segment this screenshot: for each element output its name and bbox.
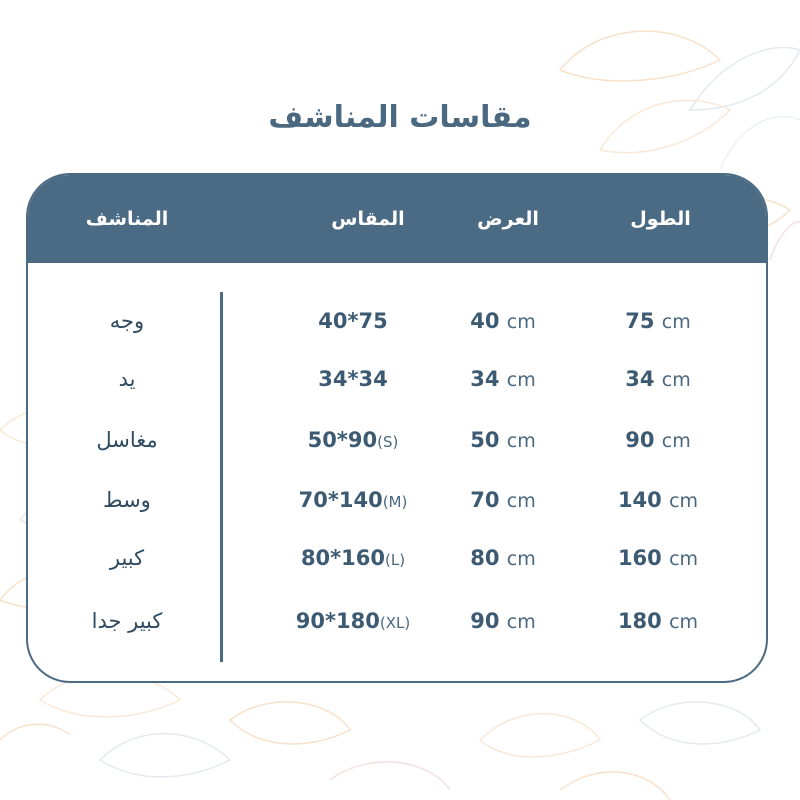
table-header (28, 175, 766, 263)
row-3-width-value: 70 (470, 488, 500, 512)
row-5-size (268, 606, 438, 636)
row-3-length (588, 485, 728, 515)
row-0-width-unit: cm (506, 311, 536, 333)
row-5-width-unit: cm (506, 611, 536, 633)
row-2-length-unit: cm (661, 430, 691, 452)
row-0-length-unit: cm (661, 311, 691, 333)
row-4-length-value: 160 (617, 546, 662, 570)
row-1-towel: يد (118, 367, 136, 391)
row-2-size (268, 425, 438, 455)
row-1-width-unit: cm (506, 369, 536, 391)
row-5-length-unit: cm (669, 611, 699, 633)
row-5-towel: كبير جدا (91, 609, 163, 633)
row-2-size-tag: (S) (377, 433, 399, 451)
header-length: الطول (630, 208, 691, 230)
row-5-size-tag: (XL) (379, 614, 411, 632)
row-3-width (438, 485, 568, 515)
column-divider (220, 292, 223, 662)
row-5-length (588, 606, 728, 636)
row-3-length-value: 140 (617, 488, 662, 512)
row-2-length-value: 90 (625, 428, 655, 452)
row-4-size (268, 543, 438, 573)
row-4-length-unit: cm (669, 548, 699, 570)
row-3-size (268, 485, 438, 515)
row-0-size (268, 306, 438, 336)
row-5-length-value: 180 (617, 609, 662, 633)
row-0-width-value: 40 (470, 309, 500, 333)
header-size: المقاس (331, 208, 405, 230)
row-1-length-value: 34 (625, 367, 655, 391)
row-1-size (268, 364, 438, 394)
header-towel: المناشف (85, 208, 169, 230)
row-3-size-tag: (M) (382, 493, 408, 511)
row-0-size-value: 40*75 (318, 309, 388, 333)
row-1-length-unit: cm (661, 369, 691, 391)
row-1-length (588, 364, 728, 394)
row-2-length (588, 425, 728, 455)
row-2-width-value: 50 (470, 428, 500, 452)
row-2-size-value: 50*90 (307, 428, 378, 452)
row-1-width-value: 34 (470, 367, 500, 391)
row-1-width (438, 364, 568, 394)
header-width: العرض (477, 208, 539, 230)
row-2-towel: مغاسل (96, 428, 158, 452)
row-4-width-value: 80 (470, 546, 500, 570)
row-3-size-value: 70*140 (298, 488, 383, 512)
row-5-width (438, 606, 568, 636)
row-0-length (588, 306, 728, 336)
row-3-towel: وسط (103, 488, 151, 512)
row-2-width-unit: cm (506, 430, 536, 452)
row-2-width (438, 425, 568, 455)
row-4-length (588, 543, 728, 573)
row-3-length-unit: cm (669, 490, 699, 512)
row-5-width-value: 90 (470, 609, 500, 633)
row-4-width-unit: cm (506, 548, 536, 570)
row-4-towel: كبير (109, 546, 145, 570)
row-4-size-tag: (L) (384, 551, 406, 569)
row-1-size-value: 34*34 (318, 367, 388, 391)
row-0-width (438, 306, 568, 336)
row-3-width-unit: cm (506, 490, 536, 512)
row-4-size-value: 80*160 (300, 546, 385, 570)
row-4-width (438, 543, 568, 573)
row-5-size-value: 90*180 (295, 609, 380, 633)
size-table (26, 173, 768, 683)
row-0-length-value: 75 (625, 309, 655, 333)
page-title: مقاسات المناشف (268, 100, 532, 135)
row-0-towel: وجه (109, 309, 145, 333)
